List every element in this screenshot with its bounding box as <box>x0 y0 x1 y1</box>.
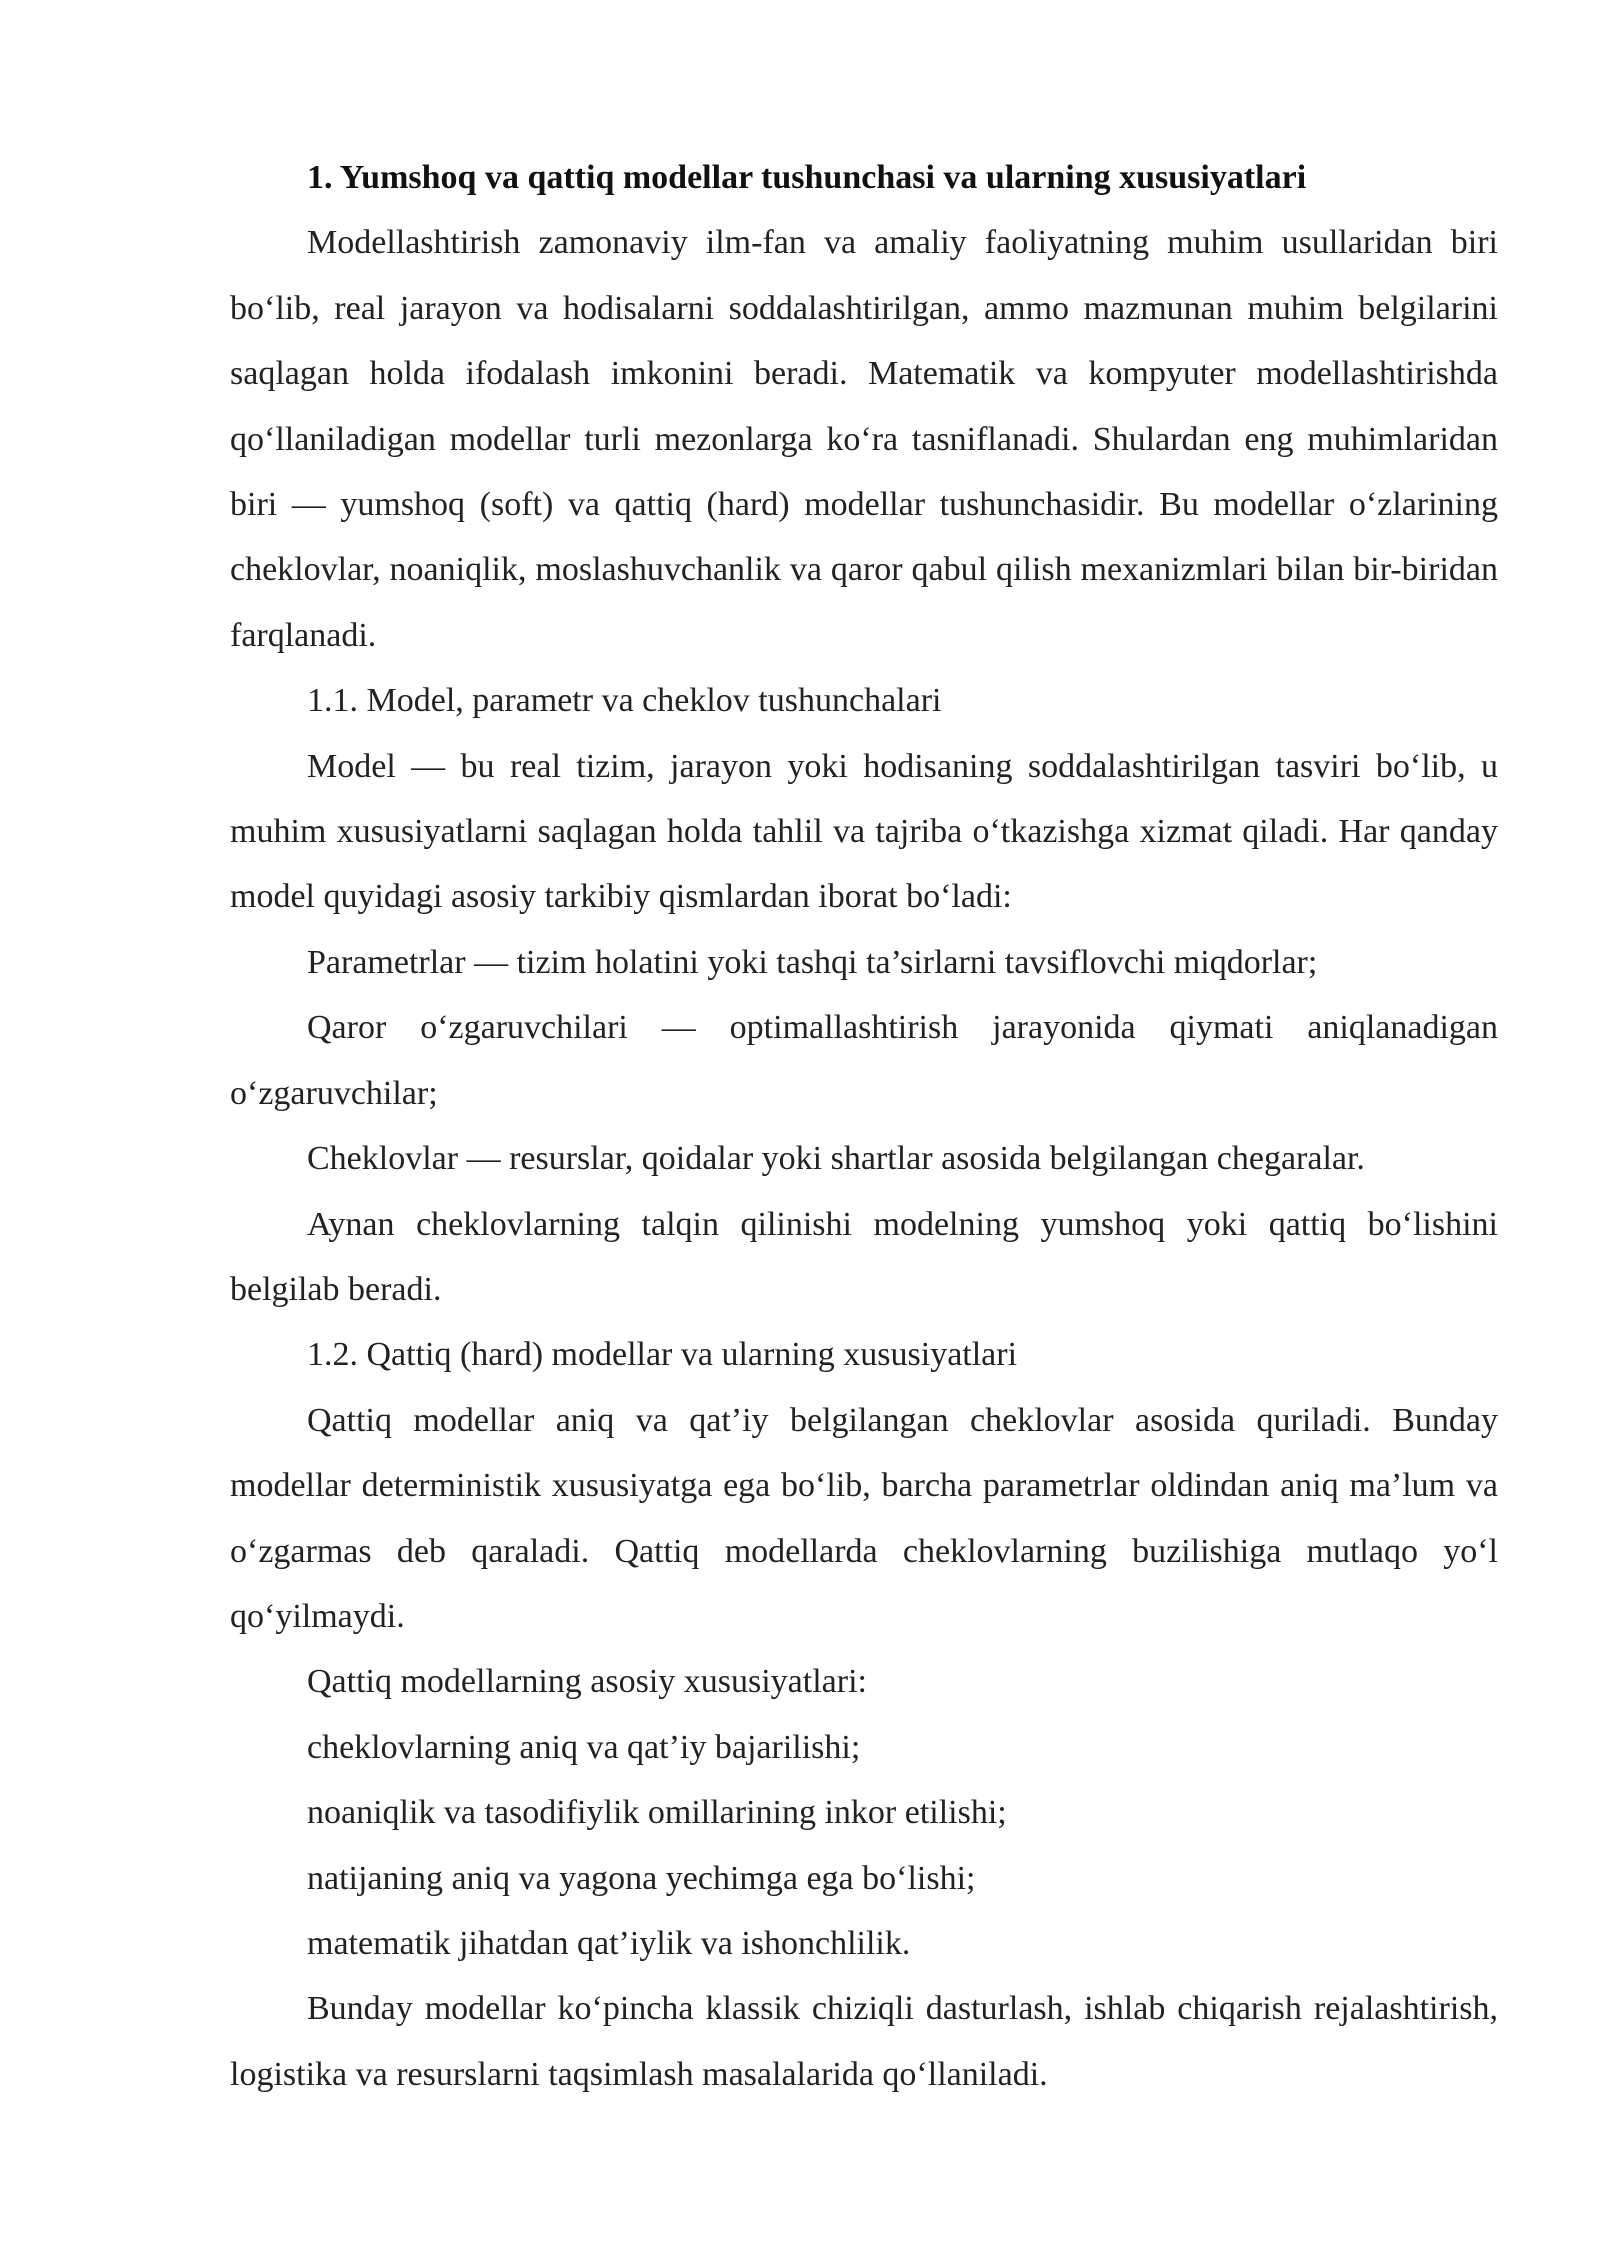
section-1-1-closing: Aynan cheklovlarning talqin qilinishi modelning yumshoq yoki qattiq bo‘lishini belgilab beradi. <box>230 1205 1498 1308</box>
subsection-title-1-2: 1.2. Qattiq (hard) modellar va ularning xususiyatlari <box>307 1336 1018 1374</box>
document-page <box>230 145 1498 2107</box>
intro-paragraph: Modellashtirish zamonaviy ilm-fan va amaliy faoliyatning muhim usullaridan biri bo‘lib, real jarayon va hodisalarni soddalashtirilgan, ammo mazmunan muhim belgilarini saqlagan holda ifodalash imkonini beradi. Matematik va kompyuter modellashtirishda qo‘llaniladigan modellar turli mezonlarga ko‘ra tasniflanadi. Shulardan eng muhimlaridan biri — yumshoq (soft) va qattiq (hard) modellar tushunchasidir. Bu modellar o‘zlarining cheklovlar, noaniqlik, moslashuvchanlik va qaror qabul qilish mexanizmlari bilan bir-biridan farqlanadi. <box>230 224 1498 654</box>
hard-models-paragraph: Qattiq modellar aniq va qat’iy belgilangan cheklovlar asosida quriladi. Bunday modellar deterministik xususiyatga ega bo‘lib, barcha parametrlar oldindan aniq ma’lum va o‘zgarmas deb qaraladi. Qattiq modellarda cheklovlarning buzilishiga mutlaqo yo‘l qo‘yilmaydi. <box>230 1401 1498 1635</box>
section-heading: 1. Yumshoq va qattiq modellar tushunchasi va ularning xususiyatlari <box>307 159 1307 196</box>
subsection-title-1-1: 1.1. Model, parametr va cheklov tushunchalari <box>307 682 942 720</box>
list-item-qaror: Qaror o‘zgaruvchilari — optimallashtirish jarayonida qiymati aniqlanadigan o‘zgaruvchilar; <box>230 1009 1498 1112</box>
list-item: noaniqlik va tasodifiylik omillarining inkor etilishi; <box>307 1794 1007 1832</box>
list-item-cheklovlar: Cheklovlar — resurslar, qoidalar yoki shartlar asosida belgilangan chegaralar. <box>307 1140 1365 1178</box>
list-item: cheklovlarning aniq va qat’iy bajarilishi; <box>307 1728 861 1766</box>
list-item: matematik jihatdan qat’iylik va ishonchlilik. <box>307 1924 911 1962</box>
features-list-intro: Qattiq modellarning asosiy xususiyatlari: <box>307 1663 867 1701</box>
section-1-2-closing: Bunday modellar ko‘pincha klassik chiziqli dasturlash, ishlab chiqarish rejalashtirish, logistika va resurslarni taqsimlash masalalarida qo‘llaniladi. <box>230 1990 1498 2093</box>
list-item-parametrlar: Parametrlar — tizim holatini yoki tashqi ta’sirlarni tavsiflovchi miqdorlar; <box>307 943 1318 981</box>
model-definition-paragraph: Model — bu real tizim, jarayon yoki hodisaning soddalashtirilgan tasviri bo‘lib, u muhim xususiyatlarni saqlagan holda tahlil va tajriba o‘tkazishga xizmat qiladi. Har qanday model quyidagi asosiy tarkibiy qismlardan iborat bo‘ladi: <box>230 747 1498 916</box>
list-item: natijaning aniq va yagona yechimga ega bo‘lishi; <box>307 1859 976 1897</box>
